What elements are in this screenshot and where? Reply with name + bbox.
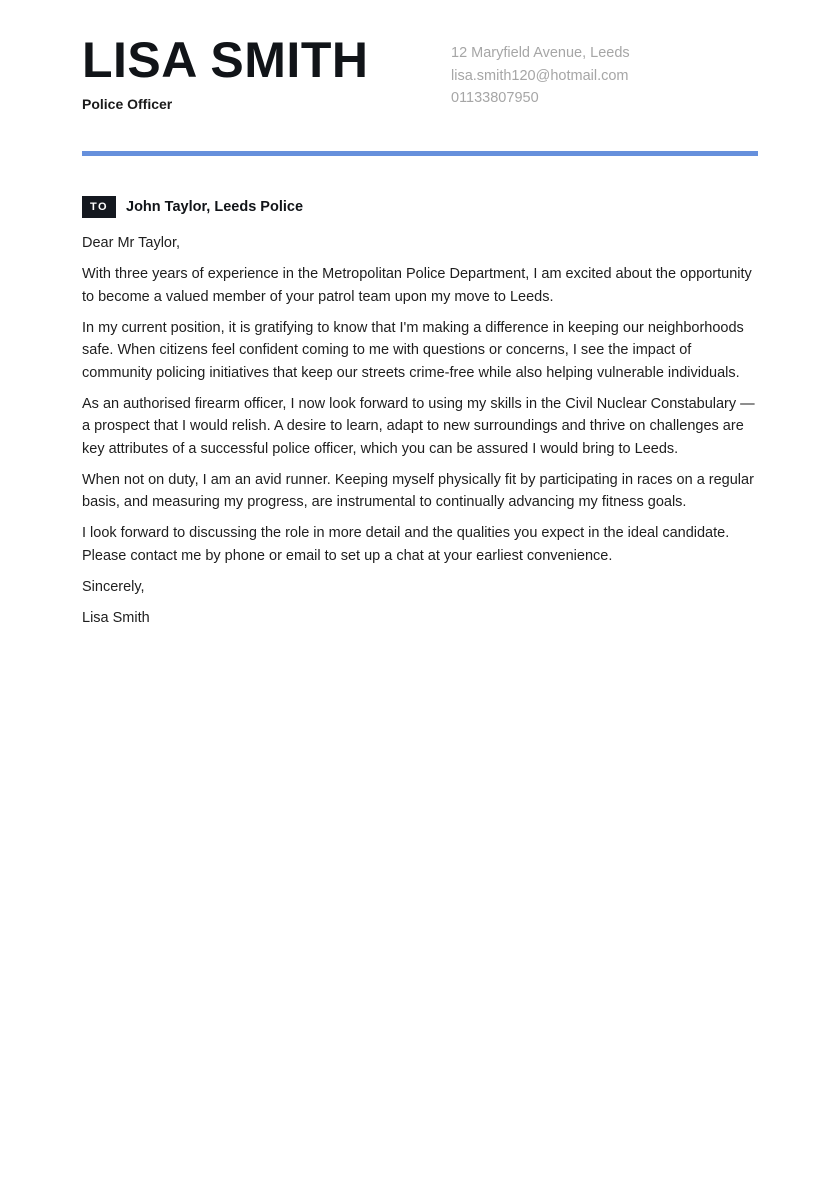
contact-email: lisa.smith120@hotmail.com bbox=[451, 67, 629, 84]
job-title: Police Officer bbox=[82, 96, 173, 112]
to-badge: TO bbox=[82, 196, 116, 218]
signature: Lisa Smith bbox=[82, 609, 150, 626]
salutation: Dear Mr Taylor, bbox=[82, 235, 181, 251]
letter-body bbox=[82, 232, 760, 638]
recipient-row bbox=[82, 195, 303, 219]
body-paragraph: As an authorised firearm officer, I now look forward to using my skills in the Civil Nuclear Constabulary — a prospect that I would relish. A desire to learn, adapt to new surroundings and thrive on challenges are key attributes of a successful police officer, which you can be assured I would bring to Leeds. bbox=[82, 395, 755, 457]
contact-block bbox=[451, 42, 761, 110]
body-paragraph: When not on duty, I am an avid runner. Keeping myself physically fit by participating in races on a regular basis, and measuring my progress, are instrumental to continually advancing my fitness goals. bbox=[82, 471, 754, 510]
recipient-name: John Taylor, Leeds Police bbox=[126, 199, 304, 215]
contact-address: 12 Maryfield Avenue, Leeds bbox=[451, 45, 630, 61]
applicant-name: LISA SMITH bbox=[82, 32, 369, 88]
contact-phone: 01133807950 bbox=[451, 90, 539, 106]
body-paragraph: With three years of experience in the Metropolitan Police Department, I am excited about the opportunity to become a valued member of your patrol team upon my move to Leeds. bbox=[82, 266, 752, 305]
body-paragraph: I look forward to discussing the role in more detail and the qualities you expect in the ideal candidate. Please contact me by phone or email to set up a chat at your earliest convenience. bbox=[82, 525, 730, 564]
closing: Sincerely, bbox=[82, 578, 145, 595]
header-divider bbox=[82, 151, 758, 156]
body-paragraph: In my current position, it is gratifying to know that I'm making a difference in keeping our neighborhoods safe. When citizens feel confident coming to me with questions or concerns, I see the impact of community policing initiatives that keep our streets crime-free while also helping vulnerable individuals. bbox=[82, 319, 744, 381]
